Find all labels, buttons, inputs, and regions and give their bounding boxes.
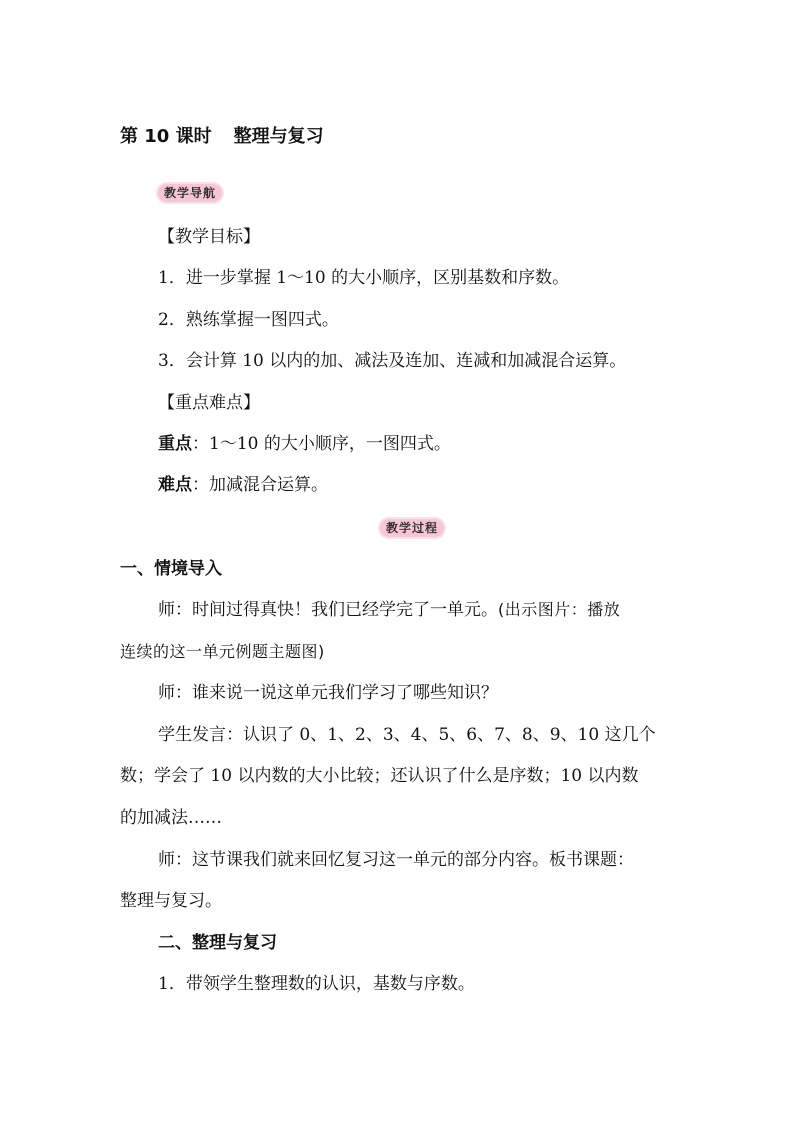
teacher-speech: 师：时间过得真快！我们已经学完了一单元。 [158,600,498,620]
teaching-guide-badge: 教学导航 [158,184,222,202]
lesson-topic: 整理与复习 [233,126,324,147]
lesson-number: 第 10 课时 [120,126,212,147]
key-label: 重点 [158,434,192,454]
paragraph-line: 数；学会了 10 以内数的大小比较；还认识了什么是序数；10 以内数 [120,766,639,786]
stage-note-continued: 连续的这一单元例题主题图) [120,642,325,661]
key-text: ：1～10 的大小顺序，一图四式。 [192,434,451,454]
paragraph-line: 整理与复习。 [120,891,222,911]
section-heading-review: 二、整理与复习 [158,933,277,953]
stage-note: (出示图片：播放 [498,600,621,619]
lesson-title [120,122,324,148]
difficult-label: 难点 [158,475,192,495]
key-point-line [158,432,451,456]
difficult-point-line [158,473,328,497]
paragraph-line: 学生发言：认识了 0、1、2、3、4、5、6、7、8、9、10 这几个 [158,725,656,745]
objective-item: 2．熟练掌握一图四式。 [158,310,339,330]
key-points-heading: 【重点难点】 [158,393,260,413]
teaching-process-badge: 教学过程 [380,519,444,537]
section-heading-intro: 一、情境导入 [120,559,222,579]
objective-item: 1．进一步掌握 1～10 的大小顺序，区别基数和序数。 [158,268,570,288]
paragraph-line [158,598,620,622]
paragraph-line: 师：谁来说一说这单元我们学习了哪些知识？ [158,683,498,703]
paragraph-line: 1．带领学生整理数的认识，基数与序数。 [158,974,475,994]
paragraph-line: 的加减法…… [120,808,222,828]
difficult-text: ：加减混合运算。 [192,475,328,495]
objective-item: 3．会计算 10 以内的加、减法及连加、连减和加减混合运算。 [158,351,627,371]
objectives-heading: 【教学目标】 [158,227,260,247]
paragraph-line: 师：这节课我们就来回忆复习这一单元的部分内容。板书课题： [158,850,634,870]
